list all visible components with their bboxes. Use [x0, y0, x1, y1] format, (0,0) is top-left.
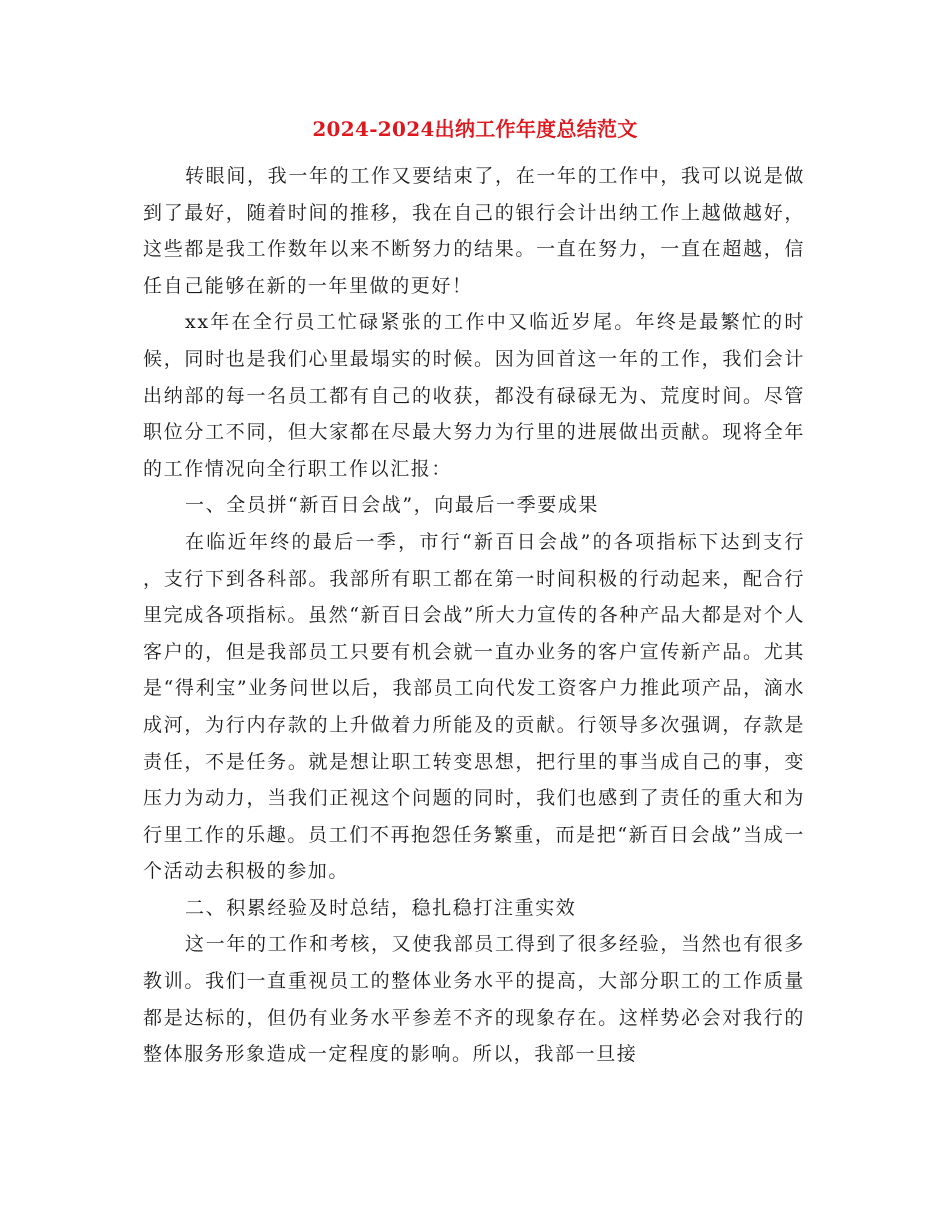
- paragraph-section-2: 这一年的工作和考核，又使我部员工得到了很多经验，当然也有很多教训。我们一直重视员工的整体业务水平的提高，大部分职工的工作质量都是达标的，但仍有业务水平参差不齐的现象存在。这样势必会对我行的整体服务形象造成一定程度的影响。所以，我部一旦接: [143, 933, 805, 1066]
- section-heading-2: 二、积累经验及时总结，稳扎稳打注重实效: [185, 896, 577, 919]
- paragraph-overview: xx年在全行员工忙碌紧张的工作中又临近岁尾。年终是最繁忙的时候，同时也是我们心里最塌实的时候。因为回首这一年的工作，我们会计出纳部的每一名员工都有自己的收获，都没有碌碌无为、荒度时间。尽管职位分工不同，但大家都在尽最大努力为行里的进展做出贡献。现将全年的工作情况向全行职工作以汇报：: [143, 311, 805, 480]
- section-heading-1: 一、全员拼“新百日会战”，向最后一季要成果: [185, 494, 600, 517]
- document-title: 2024-2024出纳工作年度总结范文: [312, 117, 638, 141]
- paragraph-section-1: 在临近年终的最后一季，市行“新百日会战”的各项指标下达到支行，支行下到各科部。我部所有职工都在第一时间积极的行动起来，配合行里完成各项指标。虽然“新百日会战”所大力宣传的各种产品大都是对个人客户的，但是我部员工只要有机会就一直办业务的客户宣传新产品。尤其是“得利宝”业务问世以后，我部员工向代发工资客户力推此项产品，滴水成河，为行内存款的上升做着力所能及的贡献。行领导多次强调，存款是责任，不是任务。就是想让职工转变思想，把行里的事当成自己的事，变压力为动力，当我们正视这个问题的同时，我们也感到了责任的重大和为行里工作的乐趣。员工们不再抱怨任务繁重，而是把“新百日会战”当成一个活动去积极的参加。: [143, 530, 805, 883]
- document-body: [143, 158, 805, 1073]
- paragraph-intro: 转眼间，我一年的工作又要结束了，在一年的工作中，我可以说是做到了最好，随着时间的推移，我在自己的银行会计出纳工作上越做越好，这些都是我工作数年以来不断努力的结果。一直在努力，一直在超越，信任自己能够在新的一年里做的更好！: [143, 165, 805, 297]
